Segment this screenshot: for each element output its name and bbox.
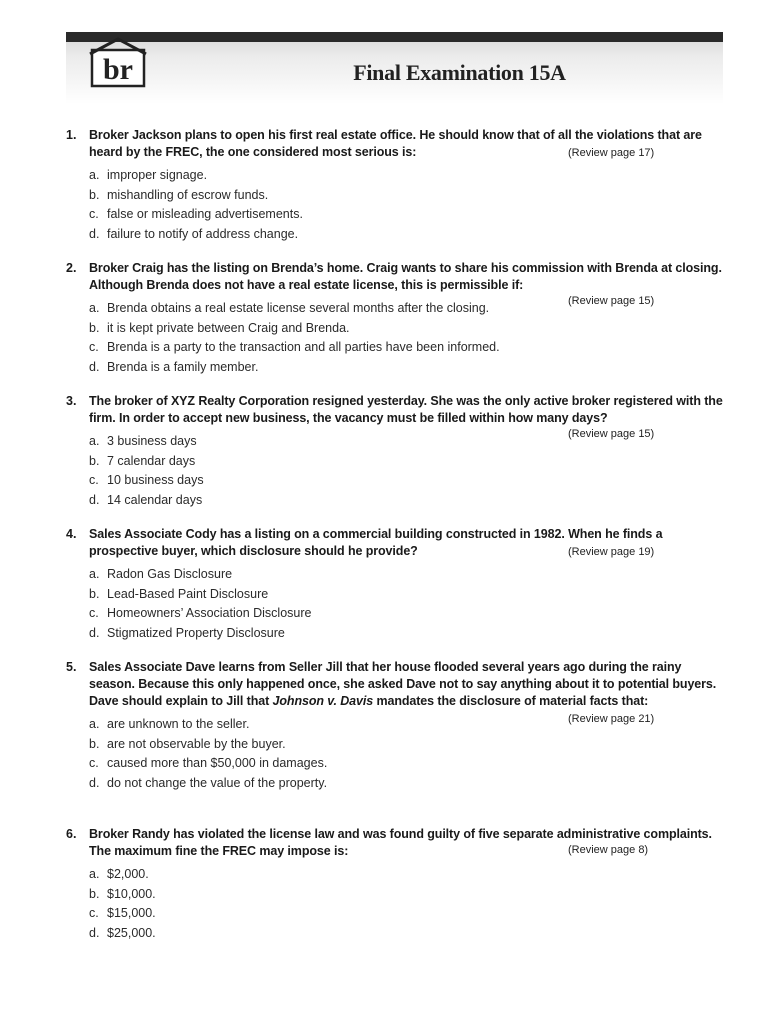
review-reference: (Review page 15) bbox=[568, 295, 655, 307]
answer-option-b: b. it is kept private between Craig and Brenda. bbox=[89, 320, 350, 335]
question-text: The broker of XYZ Realty Corporation resigned yesterday. She was the only active broker registered with the firm. In order to accept new business, the vacancy must be filled within how many days? bbox=[89, 394, 723, 425]
question-text: Broker Craig has the listing on Brenda’s home. Craig wants to share his commission with Brenda at closing. Although Brenda does not have a real estate license, this is permissible if: bbox=[89, 261, 722, 292]
answer-option-b: b. Lead-Based Paint Disclosure bbox=[89, 586, 269, 601]
answer-option-c: c. $15,000. bbox=[89, 906, 156, 920]
answer-option-a: a. improper signage. bbox=[89, 168, 208, 182]
page-title: Final Examination 15A bbox=[353, 60, 566, 85]
answer-option-d: d. Stigmatized Property Disclosure bbox=[89, 625, 285, 640]
question-2 bbox=[66, 260, 730, 377]
answer-option-c: c. Brenda is a party to the transaction and all parties have been informed. bbox=[89, 340, 500, 354]
review-reference: (Review page 17) bbox=[568, 147, 655, 159]
question-text: Broker Randy has violated the license law and was found guilty of five separate administrative complaints. The maximum fine the FREC may impose is: bbox=[89, 827, 712, 858]
review-reference: (Review page 19) bbox=[568, 546, 655, 558]
answer-option-a: a. are unknown to the seller. bbox=[89, 717, 250, 731]
answer-option-d: d. do not change the value of the property. bbox=[89, 775, 328, 790]
question-number: 6. bbox=[66, 827, 77, 841]
question-number: 1. bbox=[66, 128, 77, 142]
answer-option-a: a. Brenda obtains a real estate license several months after the closing. bbox=[89, 301, 490, 315]
answer-option-c: c. false or misleading advertisements. bbox=[89, 207, 303, 221]
question-6 bbox=[66, 826, 730, 943]
page-header bbox=[66, 32, 723, 104]
answer-option-c: c. 10 business days bbox=[89, 473, 204, 487]
question-1 bbox=[66, 127, 730, 244]
review-reference: (Review page 15) bbox=[568, 428, 655, 440]
question-5 bbox=[66, 659, 730, 793]
answer-option-b: b. $10,000. bbox=[89, 886, 156, 901]
answer-option-c: c. Homeowners’ Association Disclosure bbox=[89, 606, 312, 620]
case-name: Johnson v. Davis bbox=[272, 694, 374, 708]
review-reference: (Review page 8) bbox=[568, 844, 649, 856]
question-text: Sales Associate Cody has a listing on a commercial building constructed in 1982. When he finds a prospective buyer, which disclosure should he provide? bbox=[89, 527, 663, 558]
answer-option-d: d. $25,000. bbox=[89, 925, 156, 940]
logo-text: br bbox=[103, 53, 133, 86]
question-3 bbox=[66, 393, 730, 510]
header-bar bbox=[66, 32, 723, 42]
answer-option-a: a. 3 business days bbox=[89, 434, 197, 448]
answer-option-d: d. 14 calendar days bbox=[89, 492, 203, 507]
answer-option-b: b. mishandling of escrow funds. bbox=[89, 187, 269, 202]
question-number: 2. bbox=[66, 261, 77, 275]
question-4 bbox=[66, 526, 730, 643]
question-number: 4. bbox=[66, 527, 77, 541]
answer-option-a: a. $2,000. bbox=[89, 867, 149, 881]
question-text: Sales Associate Dave learns from Seller Jill that her house flooded several years ago during the rainy season. Because this only happened once, she asked Dave not to say anything about it to potential buyers. Dave should explain to Jill that Johnson v. Davis mandates the disclosure of material facts that: bbox=[89, 660, 717, 708]
answer-option-b: b. are not observable by the buyer. bbox=[89, 736, 286, 751]
question-number: 3. bbox=[66, 394, 77, 408]
answer-option-d: d. Brenda is a family member. bbox=[89, 359, 259, 374]
question-text: Broker Jackson plans to open his first real estate office. He should know that of all the violations that are heard by the FREC, the one considered most serious is: bbox=[89, 128, 702, 159]
answer-option-c: c. caused more than $50,000 in damages. bbox=[89, 756, 328, 770]
answer-option-a: a. Radon Gas Disclosure bbox=[89, 567, 233, 581]
answer-option-d: d. failure to notify of address change. bbox=[89, 226, 299, 241]
review-reference: (Review page 21) bbox=[568, 713, 655, 725]
question-number: 5. bbox=[66, 660, 77, 674]
answer-option-b: b. 7 calendar days bbox=[89, 453, 196, 468]
